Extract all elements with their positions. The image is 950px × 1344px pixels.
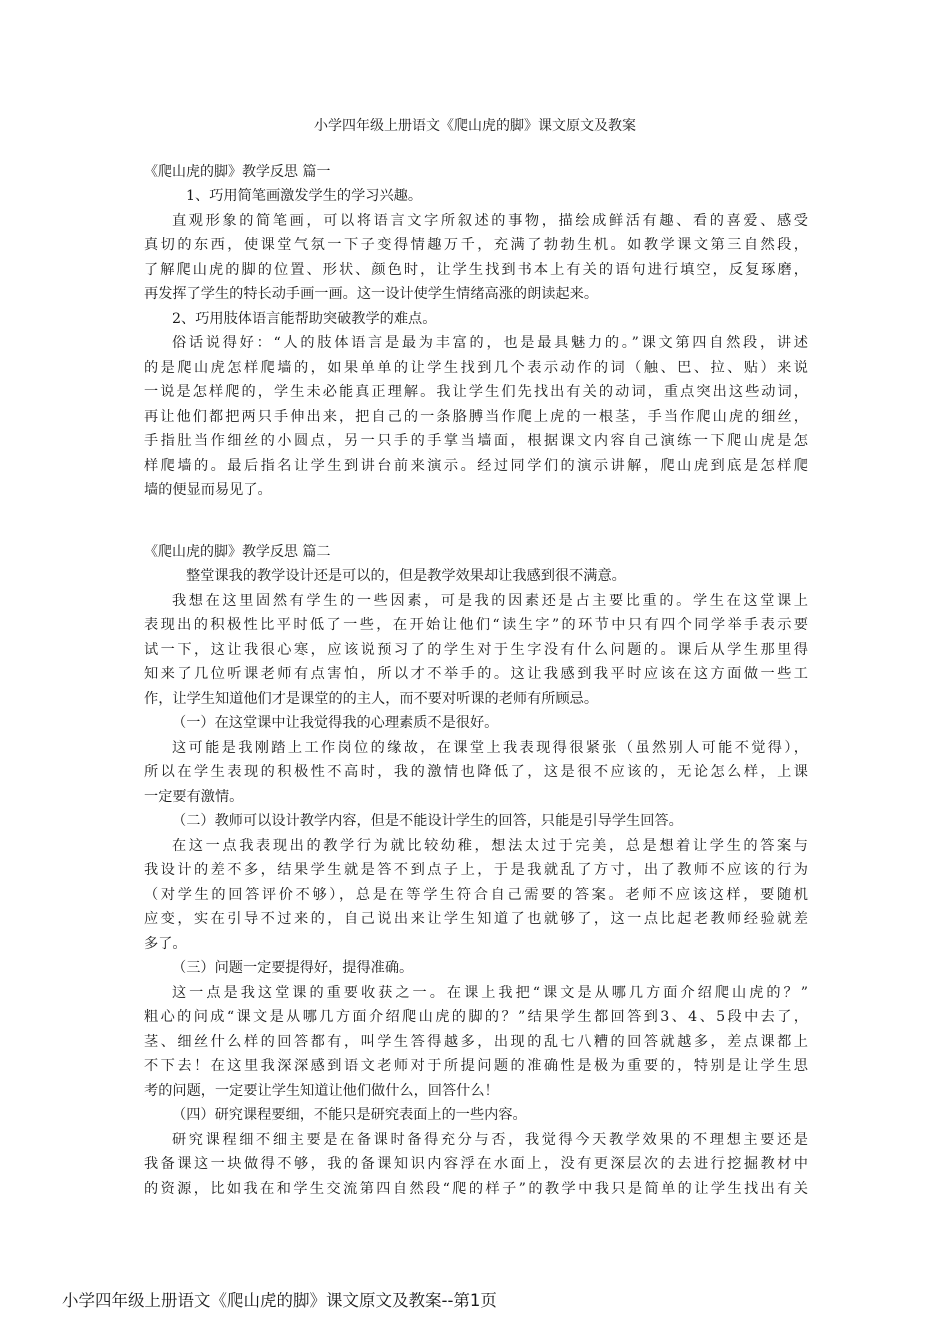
paragraph-line: 直观形象的简笔画，可以将语言文字所叙述的事物，描绘成鲜活有趣、看的喜爱、感受 [172, 212, 808, 229]
paragraph-line: （二）教师可以设计教学内容，但是不能设计学生的回答，只能是引导学生回答。 [172, 813, 683, 829]
paragraph-line: 一说是怎样爬的，学生未必能真正理解。我让学生们先找出有关的动词，重点突出这些动词， [144, 384, 808, 400]
paragraph-line: 我设计的差不多，结果学生就是答不到点子上，于是我就乱了方寸，出了教师不应该的行为 [144, 862, 808, 878]
section-one [144, 160, 808, 503]
paragraph-line: （对学生的回答评价不够），总是在等学生符合自己需要的答案。老师不应该这样，要随机 [144, 886, 808, 903]
paragraph-line: 这一点是我这堂课的重要收获之一。在课上我把“课文是从哪几方面介绍爬山虎的？” [172, 984, 808, 1001]
paragraph-line: 的资源，比如我在和学生交流第四自然段“爬的样子”的教学中我只是简单的让学生找出有关 [144, 1180, 808, 1197]
paragraph-line: 多了。 [144, 935, 187, 952]
paragraph-line: 表现出的积极性比平时低了一些，在开始让他们“读生字”的环节中只有四个同学举手表示要 [144, 617, 808, 633]
paragraph-line: 的是爬山虎怎样爬墙的，如果单单的让学生找到几个表示动作的词（触、巴、拉、贴）来说 [144, 359, 808, 376]
paragraph-line: 整堂课我的教学设计还是可以的，但是教学效果却让我感到很不满意。 [186, 568, 626, 584]
paragraph-line: 1、巧用简笔画激发学生的学习兴趣。 [186, 188, 423, 204]
paragraph-line: （四）研究课程要细，不能只是研究表面上的一些内容。 [172, 1107, 527, 1123]
paragraph-line: 样爬墙的。最后指名让学生到讲台前来演示。经过同学们的演示讲解，爬山虎到底是怎样爬 [144, 457, 808, 474]
paragraph-line: 了解爬山虎的脚的位置、形状、颜色时，让学生找到书本上有关的语句进行填空，反复琢磨， [144, 261, 808, 278]
section-heading: 《爬山虎的脚》教学反思 篇一 [144, 164, 331, 180]
section-heading: 《爬山虎的脚》教学反思 篇二 [144, 544, 331, 560]
paragraph-line: （三）问题一定要提得好，提得准确。 [172, 960, 414, 976]
paragraph-line: 一定要有激情。 [144, 788, 244, 805]
paragraph-line: 再发挥了学生的特长动手画一画。这一设计使学生情绪高涨的朗读起来。 [144, 286, 599, 302]
paragraph-line: 俗话说得好：“人的肢体语言是最为丰富的，也是最具魅力的。”课文第四自然段，讲述 [172, 335, 808, 351]
paragraph-line: 我备课这一块做得不够，我的备课知识内容浮在水面上，没有更深层次的去进行挖掘教材中 [144, 1156, 808, 1172]
paragraph-line: 再让他们都把两只手伸出来，把自己的一条胳膊当作爬上虎的一根茎，手当作爬山虎的细丝， [144, 408, 808, 425]
paragraph-line: 知来了几位听课老师有点害怕，所以才不举手的。这让我感到我平时应该在这方面做一些工 [144, 666, 808, 682]
paragraph-line: 这可能是我刚踏上工作岗位的缘故，在课堂上我表现得很紧张（虽然别人可能不觉得）， [172, 739, 808, 756]
paragraph-line: 考的问题，一定要让学生知道让他们做什么，回答什么！ [144, 1082, 499, 1099]
paragraph-line: 2、巧用肢体语言能帮助突破教学的难点。 [172, 310, 437, 327]
paragraph-line: 研究课程细不细主要是在备课时备得充分与否，我觉得今天教学效果的不理想主要还是 [172, 1131, 808, 1148]
paragraph-line: 我想在这里固然有学生的一些因素，可是我的因素还是占主要比重的。学生在这堂课上 [172, 592, 808, 609]
paragraph-line: 所以在学生表现的积极性不高时，我的激情也降低了，这是很不应该的，无论怎么样，上课 [144, 764, 808, 780]
paragraph-line: （一）在这堂课中让我觉得我的心理素质不是很好。 [172, 715, 499, 731]
paragraph-line: 在这一点我表现出的教学行为就比较幼稚，想法太过于完美，总是想着让学生的答案与 [172, 837, 808, 854]
paragraph-line: 茎、细丝什么样的回答都有，叫学生答得越多，出现的乱七八糟的回答就越多，差点课都上 [144, 1033, 808, 1050]
paragraph-line: 墙的便显而易见了。 [144, 482, 272, 498]
paragraph-line: 粗心的问成“课文是从哪几方面介绍爬山虎的脚的？”结果学生都回答到3、4、5段中去了， [144, 1009, 808, 1025]
section-two [144, 540, 808, 1201]
paragraph-line: 试一下，这让我很心寒，应该说预习了的学生对于生字没有什么问题的。课后从学生那里得 [144, 641, 808, 658]
page-footer: 小学四年级上册语文《爬山虎的脚》课文原文及教案--第1页 [62, 1291, 497, 1310]
paragraph-line: 应变，实在引导不过来的，自己说出来让学生知道了也就够了，这一点比起老教师经验就差 [144, 911, 808, 927]
page-title: 小学四年级上册语文《爬山虎的脚》课文原文及教案 [314, 118, 636, 134]
paragraph-line: 真切的东西，使课堂气氛一下子变得情趣万千，充满了勃勃生机。如教学课文第三自然段， [144, 237, 808, 253]
paragraph-line: 不下去！在这里我深深感到语文老师对于所提问题的准确性是极为重要的，特别是让学生思 [144, 1058, 808, 1074]
paragraph-line: 手指肚当作细丝的小圆点，另一只手的手掌当墙面，根据课文内容自己演练一下爬山虎是怎 [144, 433, 808, 449]
paragraph-line: 作，让学生知道他们才是课堂的的主人，而不要对听课的老师有所顾忌。 [144, 690, 599, 707]
